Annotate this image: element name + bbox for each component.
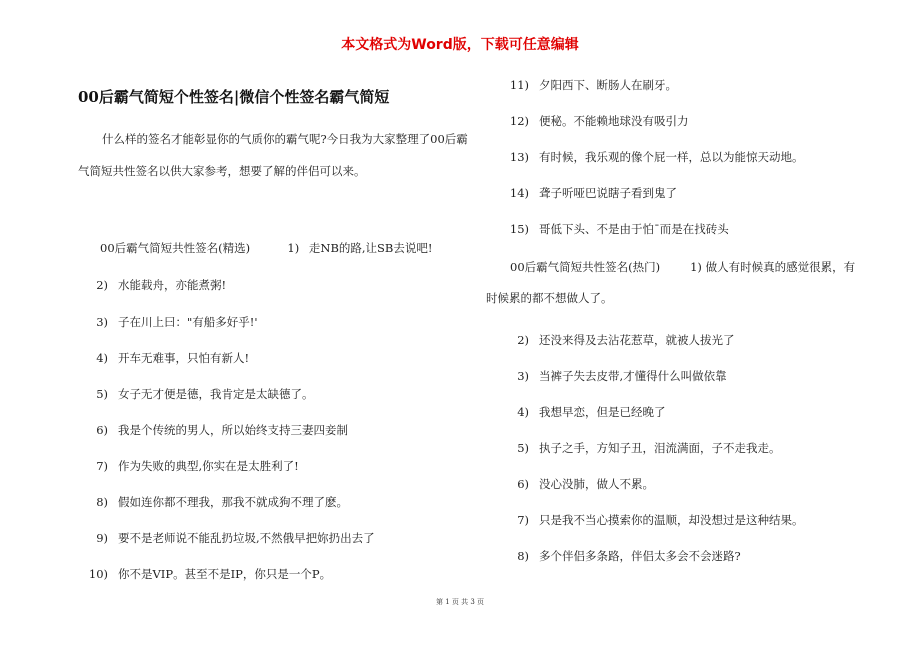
list-item-number: 8) (517, 549, 529, 563)
list-item-number: 9) (96, 531, 108, 545)
left-section-label: 00后霸气简短共性签名(精选) (100, 241, 251, 255)
list-item-text: 多个伴侣多条路，伴侣太多会不会迷路? (539, 549, 741, 563)
list-item (507, 476, 654, 492)
list-item-text: 聋子听哑巴说瞎子看到鬼了 (539, 186, 677, 200)
list-item-text: 做人有时候真的感觉很累，有时候累的都不想做人了。 (486, 260, 856, 305)
list-item-text: 只是我不当心摸索你的温顺，却没想过是这种结果。 (539, 513, 804, 527)
list-item-text: 作为失败的典型,你实在是太胜利了! (118, 459, 299, 473)
list-item-number: 8) (96, 495, 108, 509)
format-banner: 本文格式为Word版，下载可任意编辑 (341, 37, 579, 53)
list-item-text: 没心没肺，做人不累。 (539, 477, 654, 491)
list-item-text: 还没来得及去沾花惹草，就被人拔光了 (539, 333, 735, 347)
list-item-number: 2) (517, 333, 529, 347)
list-item-text: 夕阳西下、断肠人在刷牙。 (539, 78, 677, 92)
list-item-number: 11) (509, 78, 529, 92)
list-item-text: 水能载舟，亦能煮粥! (118, 278, 227, 292)
list-item-number: 12) (509, 114, 529, 128)
list-item-number: 7) (96, 459, 108, 473)
list-item-text: 哥低下头、不是由于怕¯而是在找砖头 (539, 222, 729, 236)
list-item (507, 149, 804, 165)
list-item-number: 4) (517, 405, 529, 419)
page-footer: 第 1 页 共 3 页 (435, 598, 485, 606)
list-item (507, 368, 727, 384)
list-item-number: 4) (96, 351, 108, 365)
article-title: 00后霸气简短个性签名|微信个性签名霸气简短 (78, 88, 390, 106)
list-item (507, 404, 666, 420)
list-item-number: 7) (517, 513, 529, 527)
list-item-text: 有时候，我乐观的像个屁一样，总以为能惊天动地。 (539, 150, 804, 164)
list-item-number: 14) (509, 186, 529, 200)
list-item (507, 548, 741, 564)
list-item-number: 6) (96, 423, 108, 437)
list-item-text: 假如连你都不理我，那我不就成狗不理了麽。 (118, 495, 348, 509)
list-item-number: 15) (509, 222, 529, 236)
list-item-text: 便秘。不能赖地球没有吸引力 (539, 114, 689, 128)
list-item (507, 440, 781, 456)
list-item-text: 要不是老师说不能乱扔垃圾,不然俄早把妳扔出去了 (118, 531, 375, 545)
list-item-text: 我是个传统的男人，所以始终支持三妻四妾制 (118, 423, 348, 437)
list-item-number: 3) (96, 315, 108, 329)
list-item-text: 走NB的路,让SB去说吧! (308, 241, 433, 255)
list-item (507, 77, 677, 93)
list-item-number: 2) (96, 278, 108, 292)
list-item (507, 221, 729, 237)
list-item-number: 1) (690, 260, 702, 274)
list-item-text: 执子之手，方知子丑，泪流满面，子不走我走。 (539, 441, 781, 455)
right-section-label: 00后霸气简短共性签名(热门) (510, 260, 661, 274)
list-item (507, 332, 735, 348)
list-item (507, 113, 689, 129)
list-item-number: 10) (88, 567, 108, 581)
list-item-text: 女子无才便是德，我肯定是太缺德了。 (118, 387, 314, 401)
list-item-number: 3) (517, 369, 529, 383)
list-item-number: 5) (517, 441, 529, 455)
list-item-text: 我想早恋，但是已经晚了 (539, 405, 666, 419)
list-item-number: 6) (517, 477, 529, 491)
list-item-number: 5) (96, 387, 108, 401)
list-item-text: 你不是VIP。甚至不是IP，你只是一个P。 (118, 567, 332, 581)
intro-paragraph: 什么样的签名才能彰显你的气质你的霸气呢?今日我为大家整理了00后霸气简短共性签名以供大家参考，想要了解的伴侣可以来。 (78, 132, 468, 178)
list-item (507, 185, 677, 201)
list-item-number: 13) (509, 150, 529, 164)
right-section-paragraph (486, 252, 858, 314)
list-item-text: 当裤子失去皮带,才懂得什么叫做依靠 (539, 369, 727, 383)
list-item-text: 子在川上曰："有船多好乎!' (118, 315, 258, 329)
list-item-number: 1) (287, 241, 300, 255)
list-item (507, 512, 804, 528)
list-item-text: 开车无难事，只怕有新人! (118, 351, 250, 365)
